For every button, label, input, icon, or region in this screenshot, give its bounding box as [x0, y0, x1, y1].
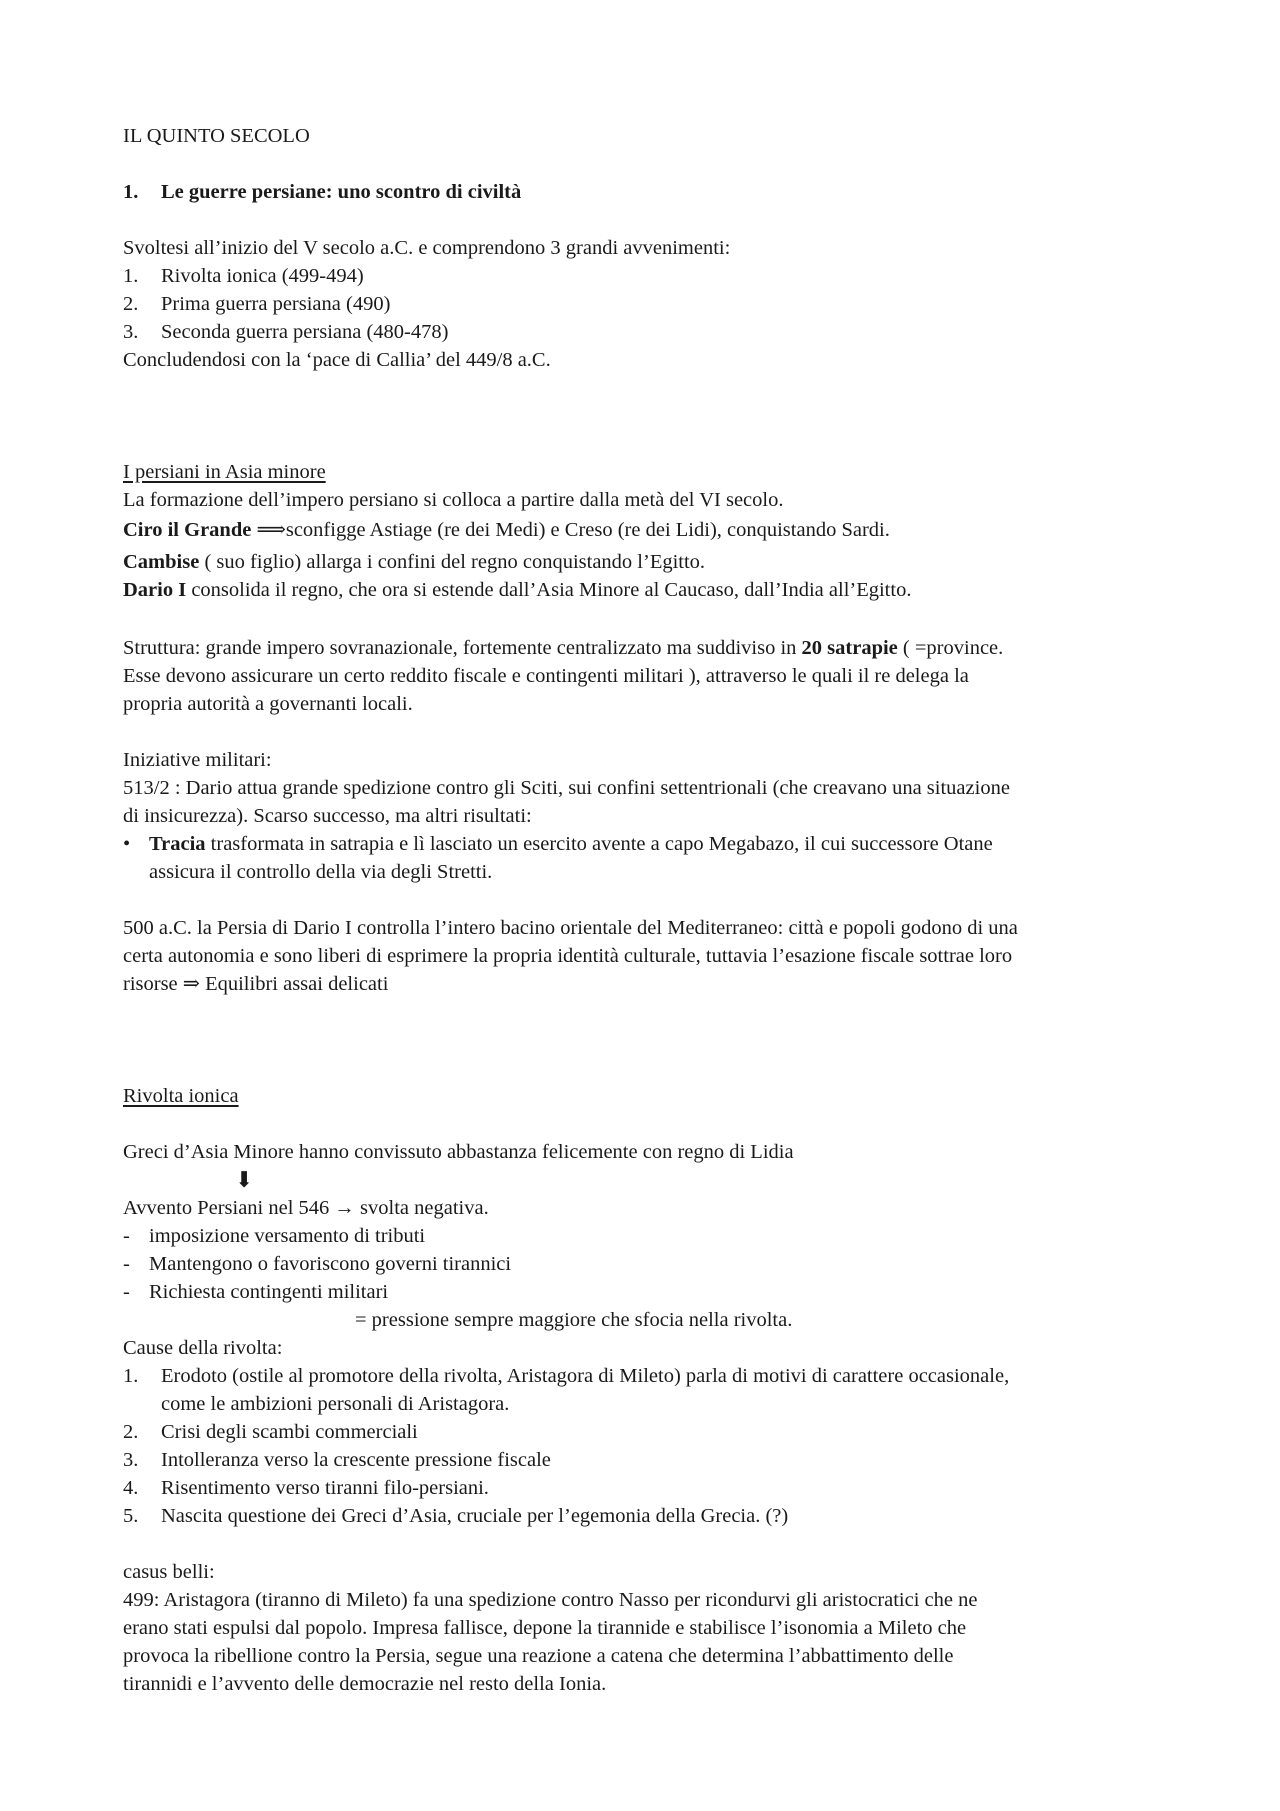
- bold-dario: Dario I: [123, 579, 187, 601]
- list-item: 5. Nascita questione dei Greci d’Asia, cruciale per l’egemonia della Grecia. (?): [123, 1505, 789, 1527]
- paragraph-greci: Greci d’Asia Minore hanno convissuto abbastanza felicemente con regno di Lidia: [123, 1141, 794, 1163]
- list-item: 3. Intolleranza verso la crescente pressione fiscale: [123, 1449, 551, 1471]
- cause-title: Cause della rivolta:: [123, 1337, 283, 1359]
- document-page: IL QUINTO SECOLO 1. Le guerre persiane: uno scontro di civiltà Svoltesi all’inizio del V secolo a.C. e comprendono 3 grandi avvenimenti: 1. Rivolta ionica (499-494) 2. Prima guerra persiana (490) 3. Seconda guerra persiana (480-478) Concludendosi con la ‘pace di Callia’ del 449/8 a.C. I persiani in Asia minore La formazione dell’impero persiano si colloca a partire dalla metà del VI secolo. Ciro il Grande ⟹sconfigge Astiage (re dei Medi) e Creso (re dei Lidi), conquistando Sardi. Cambise ( suo figlio) allarga i confini del regno conquistando l’Egitto. Dario I consolida il regno, che ora si estende dall’Asia Minore al Caucaso, dall’India all’Egitto. Struttura: grande impero sovranazionale, fortemente centralizzato ma suddiviso in 20 satrapie ( =province. Esse devono assicurare un certo reddito fiscale e contingenti militari ), attraverso le quali il re delega la propria autorità a governanti locali. Iniziative militari: 513/2 : Dario attua grande spedizione contro gli Sciti, sui confini settentrionali (che creavano una situazione di insicurezza). Scarso successo, ma altri risultati: • Tracia trasformata in satrapia e lì lasciato un esercito avente a capo Megabazo, il cui successore Otane assicura il controllo della via degli Stretti. 500 a.C. la Persia di Dario I controlla l’intero bacino orientale del Mediterraneo: città e popoli godono di una certa autonomia e sono liberi di esprimere la propria identità culturale, tuttavia l’esazione fiscale sottrae loro risorse ⇒ Equilibri assai delicati Rivolta ionica Greci d’Asia Minore hanno convissuto abbastanza felicemente con regno di Lidia ⬇ Avvento Persiani nel 546 → svolta negativa. - imposizione versamento di tributi - Mantengono o favoriscono governi tirannici - Richiesta contingenti militari = pressione sempre maggiore che sfocia nella rivolta. Cause della rivolta: 1. Erodoto (ostile al promotore della rivolta, Aristagora di Mileto) parla di motivi di carattere occasionale, come le ambizioni personali di Aristagora. 2. Crisi degli scambi commerciali 3. Intolleranza verso la crescente pressione fiscale 4. Risentimento verso tiranni filo-persiani. 5. Nascita questione dei Greci d’Asia, cruciale per l’egemonia della Grecia. (?) casus belli: 499: Aristagora (tiranno di Mileto) fa una spedizione contro Nasso per ricondurvi gli aristocratici che ne erano stati espulsi dal popolo. Impresa fallisce, depone la tirannide e stabilisce l’isonomia a Mileto che provoca la ribellione contro la Persia, segue una reazione a catena che determina l’abbattimento delle tirannidi e l’avvento delle democrazie nel resto della Ionia.: [0, 0, 1280, 1811]
- events-list: [123, 262, 1170, 346]
- paragraph-avvento: Avvento Persiani nel 546 → svolta negativa.: [123, 1197, 489, 1219]
- intro-paragraph: Svoltesi all’inizio del V secolo a.C. e comprendono 3 grandi avvenimenti:: [123, 237, 731, 259]
- list-item: 1. Erodoto (ostile al promotore della rivolta, Aristagora di Mileto) parla di motivi di carattere occasionale, come le ambizioni personali di Aristagora.: [123, 1365, 1010, 1415]
- conclusion-line: Concludendosi con la ‘pace di Callia’ del 449/8 a.C.: [123, 349, 551, 371]
- paragraph-formazione: La formazione dell’impero persiano si colloca a partire dalla metà del VI secolo.: [123, 489, 784, 511]
- list-item: 2. Prima guerra persiana (490): [123, 293, 391, 315]
- dash-list: [123, 1222, 1170, 1306]
- list-item: • Tracia trasformata in satrapia e lì lasciato un esercito avente a capo Megabazo, il cui successore Otane assicura il controllo della via degli Stretti.: [123, 830, 1170, 886]
- paragraph-500: 500 a.C. la Persia di Dario I controlla l’intero bacino orientale del Mediterraneo: città e popoli godono di una: [123, 917, 1018, 939]
- list-item: - imposizione versamento di tributi: [123, 1225, 426, 1247]
- casus-belli-paragraph: 499: Aristagora (tiranno di Mileto) fa una spedizione contro Nasso per ricondurvi gli aristocratici che ne: [123, 1589, 978, 1611]
- list-item: - Richiesta contingenti militari: [123, 1281, 389, 1303]
- paragraph-struttura: Struttura: grande impero sovranazionale, fortemente centralizzato ma suddiviso in 20 satrapie ( =province.: [123, 637, 1004, 659]
- implies-arrow-icon: ⇒: [182, 973, 200, 995]
- paragraph-cambise: Cambise ( suo figlio) allarga i confini del regno conquistando l’Egitto.: [123, 551, 706, 573]
- list-item: 2. Crisi degli scambi commerciali: [123, 1421, 418, 1443]
- section-heading-1: [123, 178, 1170, 206]
- list-item: 1. Rivolta ionica (499-494): [123, 265, 364, 287]
- pressione-line: = pressione sempre maggiore che sfocia nella rivolta.: [355, 1309, 793, 1331]
- heading-text: Le guerre persiane: uno scontro di civiltà: [161, 181, 522, 203]
- right-arrow-icon: →: [334, 1197, 361, 1219]
- paragraph-dario: Dario I consolida il regno, che ora si estende dall’Asia Minore al Caucaso, dall’India all’Egitto.: [123, 579, 912, 601]
- implies-arrow-icon: ⟹: [256, 519, 286, 541]
- list-item: 3. Seconda guerra persiana (480-478): [123, 321, 449, 343]
- doc-title: IL QUINTO SECOLO: [123, 125, 310, 147]
- iniziative-title: Iniziative militari:: [123, 749, 272, 771]
- list-item: 4. Risentimento verso tiranni filo-persiani.: [123, 1477, 489, 1499]
- section-title-rivolta: Rivolta ionica: [123, 1085, 239, 1107]
- bold-ciro: Ciro il Grande: [123, 519, 252, 541]
- paragraph-ciro: Ciro il Grande ⟹sconfigge Astiage (re dei Medi) e Creso (re dei Lidi), conquistando Sardi.: [123, 519, 890, 541]
- cause-list: [123, 1362, 1170, 1530]
- down-arrow-icon: ⬇: [235, 1167, 254, 1192]
- iniziative-paragraph: 513/2 : Dario attua grande spedizione contro gli Sciti, sui confini settentrionali (che creavano una situazione: [123, 777, 1010, 799]
- section-title-persiani: I persiani in Asia minore: [123, 461, 326, 483]
- list-item: - Mantengono o favoriscono governi tirannici: [123, 1253, 512, 1275]
- casus-belli-title: casus belli:: [123, 1561, 215, 1583]
- heading-number: 1.: [123, 181, 139, 203]
- bullet-icon: •: [123, 833, 131, 855]
- bold-cambise: Cambise: [123, 551, 200, 573]
